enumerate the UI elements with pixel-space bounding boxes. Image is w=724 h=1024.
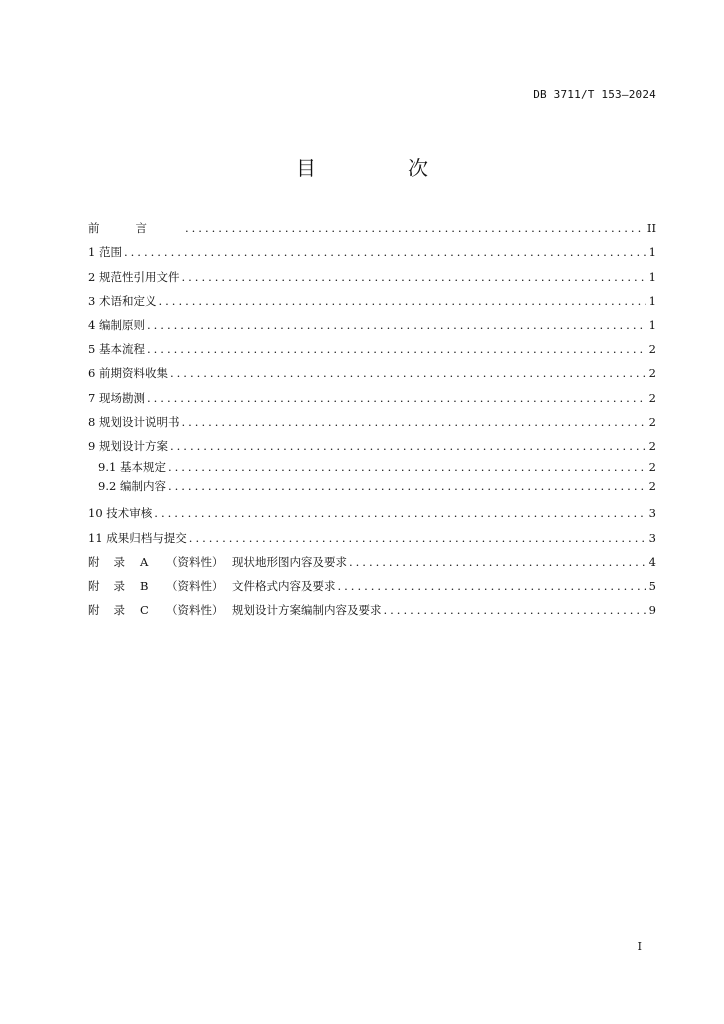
toc-appendix-c[interactable]: [88, 598, 656, 622]
dot-leader: [158, 289, 646, 313]
toc-page-number: 2: [648, 390, 656, 405]
appendix-letter: C: [140, 603, 149, 618]
dot-leader: [170, 361, 646, 385]
toc-entry-label: 8 规划设计说明书: [88, 414, 180, 429]
toc-page-number: 2: [648, 414, 656, 429]
dot-leader: [147, 386, 646, 410]
toc-page-number: 1: [648, 317, 656, 332]
toc-page-number: II: [646, 221, 656, 236]
toc-page-number: 9: [648, 603, 656, 618]
dot-leader: [185, 216, 645, 240]
toc-page-number: 5: [648, 579, 656, 593]
toc-entry[interactable]: [88, 264, 656, 288]
dot-leader: [124, 240, 646, 264]
appendix-type: （资料性）: [166, 603, 224, 618]
appendix-label: [88, 598, 382, 622]
toc-entry-label: 前言: [88, 221, 183, 236]
toc-entry[interactable]: [88, 337, 656, 361]
toc-page-number: 4: [648, 554, 656, 569]
toc-page-number: 2: [648, 479, 656, 494]
dot-leader: [168, 458, 646, 477]
dot-leader: [170, 434, 646, 458]
toc-subentry[interactable]: [88, 458, 656, 477]
toc-entry-label: 9.1 基本规定: [98, 460, 166, 475]
toc-entry-label: 5 基本流程: [88, 342, 145, 357]
toc-entry-label: 3 术语和定义: [88, 293, 157, 308]
dot-leader: [168, 477, 646, 496]
toc-entry[interactable]: [88, 385, 656, 409]
toc-entry-label: 9.2 编制内容: [98, 479, 166, 494]
appendix-letter: A: [140, 554, 149, 569]
appendix-word: 附录: [88, 554, 139, 569]
dot-leader: [147, 337, 646, 361]
dot-leader: [338, 574, 647, 598]
toc-page-number: 3: [648, 530, 656, 545]
toc-appendix-b[interactable]: [88, 574, 656, 598]
toc-entry-label: 6 前期资料收集: [88, 366, 168, 381]
toc-entry-label: 7 现场勘测: [88, 390, 145, 405]
toc-entry-label: 11 成果归档与提交: [88, 530, 187, 545]
appendix-letter: B: [140, 579, 149, 593]
page-number: I: [637, 940, 642, 953]
toc-entry[interactable]: [88, 313, 656, 337]
toc-page-number: 2: [648, 438, 656, 453]
toc-page-number: 2: [648, 366, 656, 381]
dot-leader: [147, 313, 646, 337]
table-of-contents: [88, 216, 656, 622]
toc-page-number: 1: [648, 269, 656, 284]
toc-appendix-a[interactable]: [88, 550, 656, 574]
appendix-type: （资料性）: [166, 554, 224, 569]
toc-entry[interactable]: [88, 410, 656, 434]
appendix-title: 现状地形图内容及要求: [232, 554, 347, 569]
toc-subentry[interactable]: [88, 477, 656, 496]
toc-entry-label: 9 规划设计方案: [88, 438, 168, 453]
dot-leader: [384, 598, 647, 622]
toc-page-number: 2: [648, 342, 656, 357]
appendix-word: 附录: [88, 579, 139, 593]
toc-entry-preface[interactable]: [88, 216, 656, 240]
document-code: DB 3711/T 153—2024: [533, 88, 656, 101]
toc-entry-label: 10 技术审核: [88, 506, 153, 521]
toc-entry-label: 1 范围: [88, 245, 122, 260]
dot-leader: [181, 410, 646, 434]
appendix-label: [88, 574, 336, 598]
toc-page-number: 1: [648, 293, 656, 308]
toc-page-number: 2: [648, 460, 656, 475]
toc-entry[interactable]: [88, 525, 656, 549]
dot-leader: [154, 501, 646, 525]
dot-leader: [349, 550, 646, 574]
toc-page-number: 1: [648, 245, 656, 260]
toc-entry[interactable]: [88, 240, 656, 264]
dot-leader: [189, 526, 646, 550]
toc-entry[interactable]: [88, 361, 656, 385]
toc-page-number: 3: [648, 506, 656, 521]
toc-entry[interactable]: [88, 289, 656, 313]
appendix-word: 附录: [88, 603, 139, 618]
toc-entry[interactable]: [88, 501, 656, 525]
appendix-title: 文件格式内容及要求: [232, 579, 336, 593]
appendix-type: （资料性）: [166, 579, 224, 593]
toc-entry-label: 4 编制原则: [88, 317, 145, 332]
appendix-title: 规划设计方案编制内容及要求: [232, 603, 382, 618]
toc-entry-label: 2 规范性引用文件: [88, 269, 180, 284]
appendix-label: [88, 550, 347, 574]
dot-leader: [181, 265, 646, 289]
page-title: 目 次: [296, 156, 464, 180]
toc-entry[interactable]: [88, 434, 656, 458]
